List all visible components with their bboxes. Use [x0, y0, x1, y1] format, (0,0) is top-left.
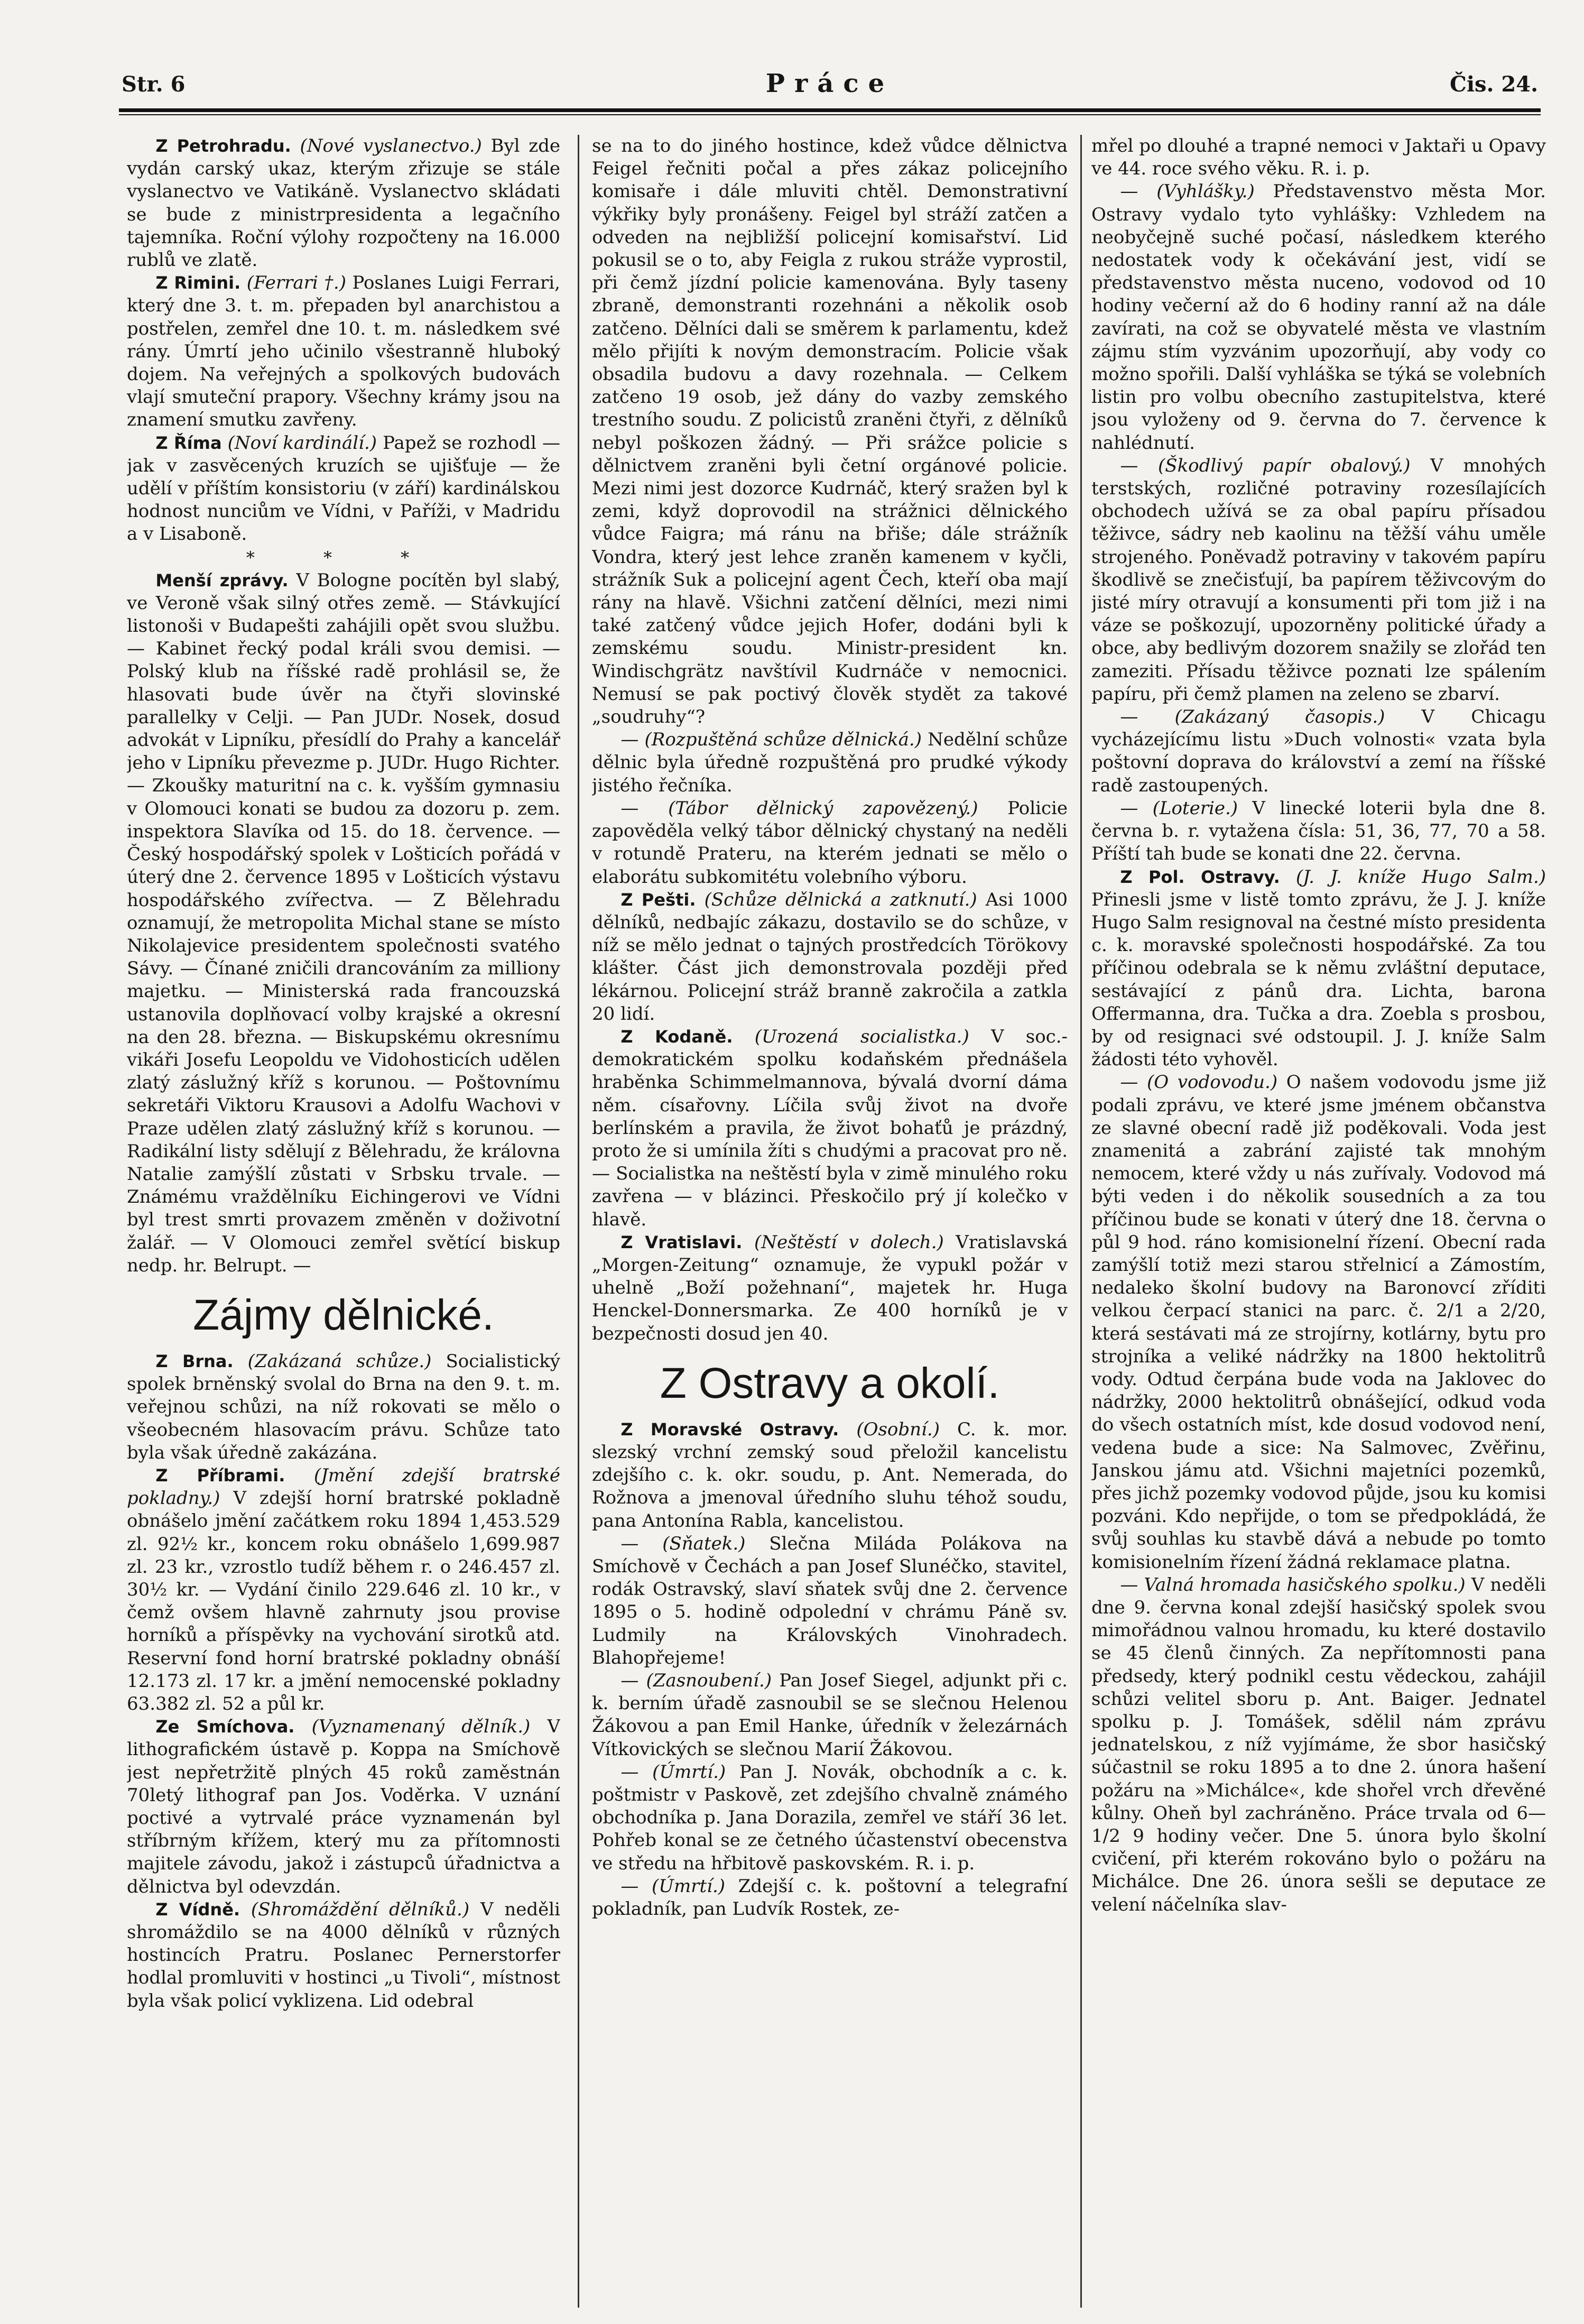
section-z-ostravy: Z Ostravy a okolí.: [660, 1359, 1000, 1407]
article-kodan: Z Kodaně. (Urozená socialistka.) V soc.-demokratickém spolku kodaňském přednášela hraběnka Schimmelmannova, bývalá dvorní dáma něm. císařovny. Líčila svůj život na dvoře berlínském a pravila, že život bohaťů je prázdný, proto že si umínila žíti s chudými a pracovat pro ně. — Socialistka na neštěstí byla v zimě minulého roku zavřena — v blázinci. Přeskočilo prý jí kolečko v hlavě.: [592, 1026, 1068, 1230]
article-snatek: — (Sňatek.) Slečna Miláda Polákova na Smíchově v Čechách a pan Josef Slunéčko, stavitel, rodák Ostravský, slaví sňatek svůj dne 2. července 1895 o 5. hodině odpolední v chrámu Páně sv. Ludmily na Královských Vinohradech. Blahopřejeme!: [592, 1533, 1068, 1668]
article-umrti-novak: — (Úmrtí.) Pan J. Novák, obchodník a c. k. poštmistr v Paskově, zet zdejšího chvalně známého obchodníka p. Jana Dorazila, zemřel ve stáří 36 let. Pohřeb konal se ze četného účastenství obecenstva ve středu na hřbitově paskovském. R. i. p.: [592, 1761, 1068, 1874]
column-2: [592, 135, 1068, 2308]
article-viden: Z Vídně. (Shromáždění dělníků.) V neděli shromáždilo se na 4000 dělníků v různých hostincích Pratru. Poslanec Pernerstorfer hodlal promluviti v hostinci „u Tivoli“, místnost byla však policí vyklizena. Lid odebral: [127, 1898, 560, 2012]
article-vratislav: Z Vratislavi. (Neštěstí v dolech.) Vratislavská „Morgen-Zeitung“ oznamuje, že vypukl požár v uhelně „Boží požehnaní“, majetek hr. Huga Henckel-Donnersmarka. Ze 400 horníků je v bezpečnosti dosud jen 40.: [592, 1231, 1068, 1344]
column-divider-1: [578, 135, 579, 2308]
article-rozpustena-schuze: — (Rozpuštěná schůze dělnická.) Nedělní schůze dělnic byla úředně rozpuštěná pro prudké výkody jistého řečníka.: [592, 729, 1068, 796]
article-petrohrad: Z Petrohradu. (Nové vyslanectvo.) Byl zde vydán carský ukaz, kterým zřizuje se stále vyslanectvo ve Vatikáně. Vyslanectvo skládati se bude z ministrpresidenta a legačního tajemníka. Roční výlohy rozpočteny na 16.000 rublů ve zlatě.: [127, 135, 560, 271]
article-pest: Z Pešti. (Schůze dělnická a zatknutí.) Asi 1000 dělníků, nedbajíc zákazu, dostavilo se do schůze, v níž se mělo jednat o tajných prostředcích Törökovy klášter. Část jich demonstrovala později před lékárnou. Policejní stráž branně zakročila a zatkla 20 lidí.: [592, 889, 1068, 1025]
article-brno: Z Brna. (Zakázaná schůze.) Socialistický spolek brněnský svolal do Brna na den 9. t. m. veřejnou schůzi, na níž rokovati se mělo o všeobecném hlasovacím právu. Schůze tato byla však úředně zakázána.: [127, 1350, 560, 1463]
article-tabor-delnicky: — (Tábor dělnický zapovězený.) Policie zapověděla velký tábor dělnický chystaný na neděli v rotundě Prateru, na kterém jednati se mělo o elaborátu subkomitétu volebního výboru.: [592, 797, 1068, 888]
column-3: [1091, 135, 1546, 2308]
article-rim: Z Říma (Noví kardinálí.) Papež se rozhodl — jak v zasvěcených kruzích se ujišťuje — že udělí v příštím konsistoriu (v září) kardinálskou hodnost nunciům ve Vídni, v Paříži, v Madridu a v Lisaboně.: [127, 432, 560, 545]
section-zajmy-delnicke: Zájmy dělnické.: [193, 1290, 494, 1339]
article-smichov: Ze Smíchova. (Vyznamenaný dělník.) V lithografickém ústavě p. Koppa na Smíchově jest nepřetržitě plných 45 roků zaměstnán 70letý lithograf pan Jos. Voděrka. V uznání poctivé a vytrvalé práce vyznamenán byl stříbrným křížem, který mu za přítomnosti majitele závodu, jakož i zástupců úřadnictva a dělnictva byl odevzdán.: [127, 1716, 560, 1897]
header-rule: [119, 108, 1541, 112]
newspaper-title: Práce: [765, 69, 894, 98]
article-vyhlasky: — (Vyhlášky.) Představenstvo města Mor. Ostravy vydalo tyto vyhlášky: Vzhledem na neobyčejně suché počasí, následkem kterého nedostatek vody k očekávání jest, vidí se představenstvo města nuceno, vodovod od 10 hodiny večerní až do 6 hodiny ranní až na dále zavírati, na což se obyvatelé města ve vlastním zájmu stím vyzvánim upozorňují, aby vody co možno spořili. Další vyhláška se týká se volebních listin pro volbu obecního zastupitelstva, které jsou vyloženy od 9. června do 7. července k nahlédnutí.: [1091, 181, 1546, 454]
article-umrti-rostek-cont: mřel po dlouhé a trapné nemoci v Jaktaři u Opavy ve 44. roce svého věku. R. i. p.: [1091, 135, 1546, 180]
page-header: [122, 69, 1538, 104]
article-umrti-rostek: — (Úmrtí.) Zdejší c. k. poštovní a telegrafní pokladník, pan Ludvík Rostek, ze-: [592, 1875, 1068, 1920]
article-loterie: — (Loterie.) V linecké loterii byla dne 8. června b. r. vytažena čísla: 51, 36, 77, 70 a 58. Příští tah bude se konati dne 22. června.: [1091, 797, 1546, 865]
article-skodlivy-papir: — (Škodlivý papír obalový.) V mnohých terstských, rozličné potraviny rozesílajících obchodech užívá se za obal papíru přísadou těživce, sádry neb kaolinu na těžší váhu uměle strojeného. Poněvadž potraviny v takovém papíru škodlivě se znečisťují, ba papírem těživcovým do jisté míry otravují a konsumenti při tom již i na váze se poškozují, upozorněny politické úřady a obce, aby bedlivým dozorem snažily se zlořád ten zameziti. Přísadu těživce poznati lze spálením papíru, při čemž plamen na zeleno se zbarví.: [1091, 455, 1546, 705]
article-zasnoubeni: — (Zasnoubení.) Pan Josef Siegel, adjunkt při c. k. berním úřadě zasnoubil se se slečnou Helenou Žákovou a pan Emil Hanke, úředník v železárnách Vítkovických se slečnou Marií Žákovou.: [592, 1670, 1068, 1760]
header-rule-thin: [119, 114, 1541, 115]
page-number: Str. 6: [122, 72, 186, 97]
separator-stars: * * *: [246, 547, 441, 568]
column-divider-2: [1080, 135, 1082, 2308]
article-hasicsky-spolek: — Valná hromada hasičského spolku.) V neděli dne 9. června konal zdejší hasičský spolek svou mimořádnou valnou hromadu, ku které dostavilo se 45 členů činných. Za nepřítomnosti pana předsedy, který podnikl cestu vědeckou, zahájil schůzi velitel sboru p. Ant. Baiger. Jednatel spolku p. J. Tomášek, sdělil nám zprávu jednatelskou, z níž vyjímáme, že sbor hasičský súčastnil se roku 1895 a to dne 2. února hašení požáru na »Michálce«, kde shořel vrch dřevěné kůlny. Oheň byl zachráněno. Práce trvala od 6—1/2 9 hodiny večer. Dne 5. února bylo školní cvičení, při kterém rokováno bylo o požáru na Michálce. Dne 26. února sešli se deputace ze velení náčelníka slav-: [1091, 1574, 1546, 1915]
article-rimini: Z Rimini. (Ferrari †.) Poslanes Luigi Ferrari, který dne 3. t. m. přepaden byl anarchistou a postřelen, zemřel dne 10. t. m. následkem své rány. Úmrtí jeho učinilo všestranně hluboký dojem. Na veřejných a spolkových budovách vlají smuteční prapory. Všechny krámy jsou na znamení smutku zavřeny.: [127, 272, 560, 431]
article-mensi-zpravy: Menší zprávy. V Bologne pocítěn byl slabý, ve Veroně však silný otřes země. — Stávkující listonoši v Budapešti zahájili opět svou službu. — Kabinet řecký podal králi svou demisi. — Polský klub na říšské radě prohlásil se, že hlasovati bude úvěr na čtyři slovinské parallelky v Celji. — Pan JUDr. Nosek, dosud advokát v Lipníku, přesídlí do Prahy a kancelář jeho v Lipníku převezme p. JUDr. Hugo Richter. — Zkoušky maturitní na c. k. vyšším gymnasiu v Olomouci konati se budou za dozoru p. zem. inspektora Slavíka od 15. do 18. července. — Český hospodářský spolek v Lošticích pořádá v úterý dne 2. července 1895 v Lošticích výstavu hospodářského zvířectva. — Z Bělehradu oznamují, že metropolita Michal stane se místo Nikolajevice presidentem společnosti svatého Sávy. — Čínané zničili drancováním za milliony majetku. — Ministerská rada francouzská ustanovila doplňovací volby krajské a okresní na den 28. března. — Biskupskému okresnímu vikáři Josefu Leopoldu ve Vidohosticích udělen zlatý záslužný kříž s korunou. — Poštovnímu sekretáři Viktoru Krausovi a Adolfu Wachovi v Praze udělen zlatý záslužný kříž s korunou. — Radikální listy sdělují z Bělehradu, že královna Natalie zamýšlí zůstati v Srbsku trvale. — Známému vraždělníku Eichingerovi ve Vídni byl trest smrti provazem změněn v doživotní žalář. — V Olomouci zemřel světící biskup nedp. hr. Belrupt. —: [127, 569, 560, 1276]
article-viden-cont: se na to do jiného hostince, kdež vůdce dělnictva Feigel řečniti počal a přes zákaz policejního komisaře i dále mluviti chtěl. Demonstrativní výkřiky byly pronášeny. Feigel byl stráží zatčen a odveden na nejbližší policejní komisařství. Lid pokusil se o to, aby Feigla z rukou stráže vyprostil, při čemž jízdní policie kamenována. Byly taseny zbraně, demonstranti rozehnáni a několik osob zatčeno. Dělníci dali se směrem k parlamentu, kdež mělo přijíti k novým demonstracím. Policie však obsadila budovu a davy rozehnala. — Celkem zatčeno 19 osob, jež dány do vazby zemského trestního soudu. Z policistů zraněni čtyři, z dělníků nebyl poškozen žádný. — Při srážce policie s dělnictvem zraněni byli četní orgánové policie. Mezi nimi jest dozorce Kudrnáč, který sražen byl k zemi, když doprovodil na strážnici dělnického vůdce Faigra; má ránu na břiše; dále strážník Vondra, který jest lehce zraněn kamenem v kyčli, strážník Suk a policejní agent Čech, kteří oba mají rány na hlavě. Všichni zatčení dělníci, mezi nimi také zatčený vůdce jejich Hofer, dodáni byli k zemskému soudu. Ministr-president kn. Windischgrätz navštívil Kudrnáče v nemocnici. Nemusí se pak poctivý člověk stydět za takové „soudruhy“?: [592, 135, 1068, 728]
article-pribram: Z Příbrami. (Jmění zdejší bratrské pokladny.) V zdejší horní bratrské pokladně obnášelo jmění začátkem roku 1894 1,453.529 zl. 92½ kr., koncem roku obnášelo 1,699.987 zl. 23 kr., vzrostlo tudíž během r. o 246.457 zl. 30½ kr. — Vydání činilo 229.646 zl. 10 kr., v čemž ovšem hlavně zahrnuty jsou provise horníků a příspěvky na vychování sirotků atd. Reservní fond horní bratrské pokladny obnáší 12.173 zl. 17 kr. a jmění nemocenské pokladny 63.382 zl. 52 a půl kr.: [127, 1464, 560, 1714]
article-zakazany-casopis: — (Zakázaný časopis.) V Chicagu vycházejícímu listu »Duch volnosti« vzata byla poštovní doprava do království a zemí na říšské radě zastoupených.: [1091, 706, 1546, 796]
article-pol-ostrava: Z Pol. Ostravy. (J. J. kníže Hugo Salm.) Přinesli jsme v listě tomto zprávu, že J. J. kníže Hugo Salm resignoval na čestné místo presidenta c. k. moravské společnosti hospodářské. Za tou příčinou odebrala se k němu zvláštní deputace, sestávající z pánů dra. Lichta, barona Offermanna, dra. Tučka a dra. Zoebla s prosbou, by od resignaci své odstoupil. J. J. kníže Salm žádosti této vyhověl.: [1091, 866, 1546, 1071]
column-1: [127, 135, 560, 2308]
article-mor-ostrava: Z Moravské Ostravy. (Osobní.) C. k. mor. slezský vrchní zemský soud přeložil kancelistu zdejšího c. k. okr. soudu, p. Ant. Nemerada, do Rožnova a jmenoval úředního sluhu téhož soudu, pana Antonína Rabla, kancelistou.: [592, 1418, 1068, 1532]
article-vodovod: — (O vodovodu.) O našem vodovodu jsme již podali zprávu, ve které jsme jménem občanstva ze slavné obecní radě již poděkovali. Voda jest znamenitá a zabrání zajisté tak mnohým nemocem, které vždy u nás zuřívaly. Vodovod má býti veden i do několik sousedních a za tou příčinou bude se konati v úterý dne 18. června o půl 9 hod. ráno komisionelní řízení. Obecní rada zamýšlí totiž mezi starou střelnicí a Zámostím, nedaleko školní budovy na Baronovcí zříditi velkou čerpací stanici na parc. č. 2/1 a 2/20, která sestávati má ze strojírny, kotlárny, bytu pro strojníka a veliké nádržky na 1800 hektolitrů vody. Odtud čerpána bude voda na Jaklovec do nádržky, 2000 hektolitrů obnášející, odkud voda do všech ostatních míst, kde dosud vodovod není, vedena bude a sice: Na Salmovec, Zvěřinu, Janskou jámu atd. Všichni majetníci pozemků, přes jichž pozemky vodovod půjde, jsou ku komisi pozváni. Kdo nepřijde, o tom se předpokládá, že svůj souhlas ku stavbě dává a nebude po tomto komisionelním řízení žádná reklamace platna.: [1091, 1072, 1546, 1573]
issue-number: Čis. 24.: [1450, 72, 1538, 97]
